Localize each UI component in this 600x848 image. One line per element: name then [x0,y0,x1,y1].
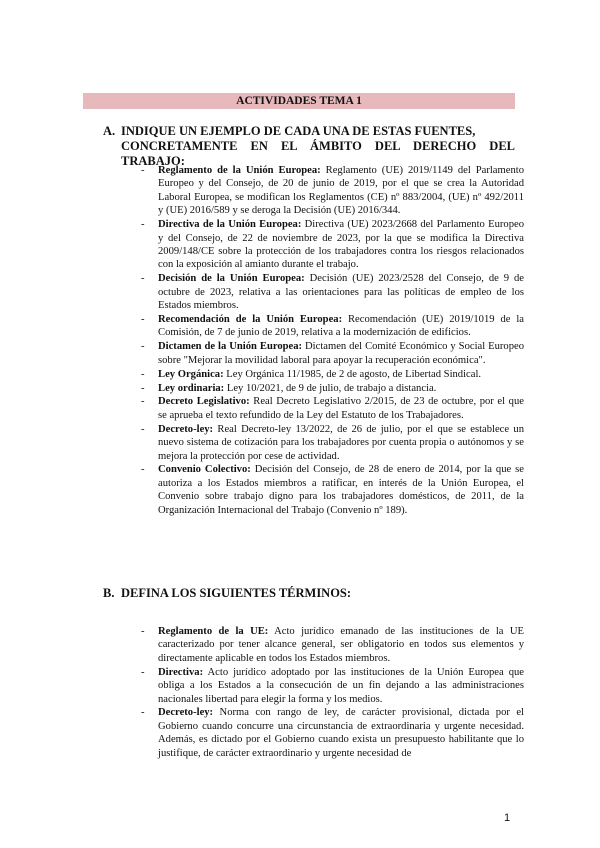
list-item: - Recomendación de la Unión Europea: Recomendación (UE) 2019/1019 de la Comisión, de 7 de junio de 2019, relativa a la modernización de edificios. [141,313,524,339]
list-item: - Directiva: Acto jurídico adoptado por las instituciones de la Unión Europea que obliga a los Estados a la consecución de un fin dejando a las administraciones nacionales libertad para elegir la forma y los medios. [141,666,524,705]
list-item: - Ley Orgánica: Ley Orgánica 11/1985, de 2 de agosto, de Libertad Sindical. [141,368,482,380]
page-number: 1 [504,812,511,824]
list-item: - Decreto-ley: Norma con rango de ley, de carácter provisional, dictada por el Gobierno cuando concurre una circunstancia de extraordinaria y urgente necesidad. Además, es dictado por el Gobierno cuando exista un presupuesto habilitante que lo justifique, de carácter extraordinario y urgente necesidad de [141,707,524,759]
item-text: Dictamen del Comité Económico y Social Europeo sobre "Mejorar la movilidad laboral para apoyar la recuperación económica". [158,341,525,366]
section-a-heading [103,124,515,169]
item-term: Directiva: [158,666,204,678]
item-term: Decreto-ley: [158,423,214,435]
section-a-title-line2: CONCRETAMENTE EN EL ÁMBITO DEL DERECHO DEL TRABAJO: [121,139,515,168]
item-text: Reglamento (UE) 2019/1149 del Parlamento Europeo y del Consejo, de 20 de junio de 2019, por el que se crea la Autoridad Laboral Europea, se modifican los Reglamentos (CE) nº 883/2004, (UE) nº 492/2011 y (UE) 2016/589 y se deroga la Decisión (UE) 2016/344. [158,165,524,217]
item-term: Ley Orgánica: [158,368,224,380]
list-item: - Reglamento de la UE: Acto jurídico emanado de las instituciones de la UE caracterizado por tener alcance general, ser obligatorio en todos sus elementos y directamente aplicable en todos los Estados miembros. [141,626,524,664]
list-item: - Reglamento de la Unión Europea: Reglamento (UE) 2019/1149 del Parlamento Europeo y del Consejo, de 20 de junio de 2019, por el que se crea la Autoridad Laboral Europea, se modifican los Reglamentos (CE) nº 883/2004, (UE) nº 492/2011 y (UE) 2016/589 y se deroga la Decisión (UE) 2016/344. [141,165,524,217]
item-term: Decreto Legislativo: [158,396,250,408]
item-text: Decisión (UE) 2023/2528 del Consejo, de 9 de octubre de 2023, relativa a las orientaciones para las políticas de empleo de los Estados miembros. [158,273,525,312]
list-item: - Decreto Legislativo: Real Decreto Legislativo 2/2015, de 23 de octubre, por el que se aprueba el texto refundido de la Ley del Estatuto de los Trabajadores. [141,396,524,421]
item-term: Convenio Colectivo: [158,464,251,476]
section-a-label: A. [103,124,116,138]
item-term: Directiva de la Unión Europea: [158,219,302,231]
item-term: Decisión de la Unión Europea: [158,273,305,285]
item-text: Ley Orgánica 11/1985, de 2 de agosto, de Libertad Sindical. [223,368,482,380]
item-term: Decreto-ley: [158,707,214,719]
item-text: Norma con rango de ley, de carácter provisional, dictada por el Gobierno cuando concurre una circunstancia de extraordinaria y urgente necesidad. Además, es dictado por el Gobierno cuando exista un presupuesto habilitante que lo justifique, de carácter extraordinario y urgente necesidad de [158,707,524,759]
page-title: ACTIVIDADES TEMA 1 [83,93,515,109]
item-text: Real Decreto Legislativo 2/2015, de 23 de octubre, por el que se aprueba el texto refundido de la Ley del Estatuto de los Trabajadores. [158,396,524,421]
section-a-list [141,164,524,518]
section-b-heading [103,586,515,601]
item-term: Ley ordinaria: [158,382,225,394]
item-text: Ley 10/2021, de 9 de julio, de trabajo a distancia. [224,382,437,394]
list-item: - Ley ordinaria: Ley 10/2021, de 9 de julio, de trabajo a distancia. [141,382,437,394]
section-a-title-line1: INDIQUE UN EJEMPLO DE CADA UNA DE ESTAS FUENTES, [121,124,476,138]
item-term: Recomendación de la Unión Europea: [158,313,343,325]
list-item: - Decisión de la Unión Europea: Decisión (UE) 2023/2528 del Consejo, de 9 de octubre de 2023, relativa a las orientaciones para las políticas de empleo de los Estados miembros. [141,273,525,312]
list-item: - Directiva de la Unión Europea: Directiva (UE) 2023/2668 del Parlamento Europeo y del Consejo, de 22 de noviembre de 2023, por la que se modifica la Directiva 2009/148/CE sobre la protección de los trabajadores contra los riesgos relacionados con la exposición al amianto durante el trabajo. [141,219,525,271]
list-item: - Decreto-ley: Real Decreto-ley 13/2022, de 26 de julio, por el que se establece un nuevo sistema de cotización para los trabajadores por cuenta propia o autónomos y se mejora la protección por cese de actividad. [141,423,524,462]
section-b-label: B. [103,586,115,600]
list-item: - Convenio Colectivo: Decisión del Consejo, de 28 de enero de 2014, por la que se autoriza a los Estados miembros a ratificar, en interés de la Unión Europea, el Convenio sobre trabajo digno para los trabajadores domésticos, de 2011, de la Organización Internacional del Trabajo (Convenio nº 189). [141,464,524,516]
section-b-title: DEFINA LOS SIGUIENTES TÉRMINOS: [121,586,352,600]
item-text: Directiva (UE) 2023/2668 del Parlamento Europeo y del Consejo, de 22 de noviembre de 2023, por la que se modifica la Directiva 2009/148/CE sobre la protección de los trabajadores contra los riesgos relacionados con la exposición al amianto durante el trabajo. [158,219,525,271]
item-term: Reglamento de la Unión Europea: [158,165,321,176]
item-text: Real Decreto-ley 13/2022, de 26 de julio, por el que se establece un nuevo sistema de cotización para los trabajadores por cuenta propia o autónomos y se mejora la protección por cese de actividad. [158,423,524,462]
item-text: Acto jurídico adoptado por las instituciones de la Unión Europea que obliga a los Estados a la consecución de un fin dejando a las administraciones nacionales libertad para elegir la forma y los medios. [158,666,524,705]
item-term: Reglamento de la UE: [158,626,269,637]
item-text: Recomendación (UE) 2019/1019 de la Comisión, de 7 de junio de 2019, relativa a la modernización de edificios. [158,313,524,339]
list-item: - Dictamen de la Unión Europea: Dictamen del Comité Económico y Social Europeo sobre "Mejorar la movilidad laboral para apoyar la recuperación económica". [141,341,525,366]
section-b-list [141,625,524,761]
item-term: Dictamen de la Unión Europea: [158,341,303,353]
item-text: Decisión del Consejo, de 28 de enero de 2014, por la que se autoriza a los Estados miembros a ratificar, en interés de la Unión Europea, el Convenio sobre trabajo digno para los trabajadores domésticos, de 2011, de la Organización Internacional del Trabajo (Convenio nº 189). [158,464,524,516]
item-text: Acto jurídico emanado de las instituciones de la UE caracterizado por tener alcance general, ser obligatorio en todos sus elementos y directamente aplicable en todos los Estados miembros. [158,626,524,664]
